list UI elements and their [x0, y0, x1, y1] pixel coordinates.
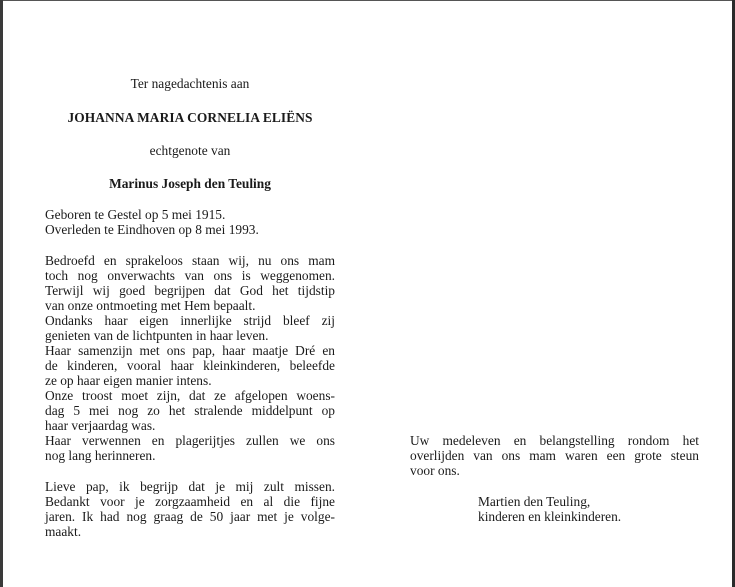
- text-line: toch nog onverwachts van ons is weggenomen.: [45, 268, 335, 283]
- card-top-edge: [0, 0, 735, 1]
- deceased-name: JOHANNA MARIA CORNELIA ELIËNS: [67, 110, 313, 125]
- text-line: Terwijl wij goed begrijpen dat God het tijdstip: [45, 283, 335, 298]
- spouse-name: Marinus Joseph den Teuling: [109, 176, 271, 191]
- intro-line: Ter nagedachtenis aan: [130, 76, 250, 91]
- text-line: dag 5 mei nog zo het stralende middelpunt op: [45, 403, 335, 418]
- text-line: Haar verwennen en plagerijtjes zullen we ons: [45, 433, 335, 448]
- spouse-intro: echtgenote van: [149, 143, 231, 158]
- signature-block: [478, 494, 698, 524]
- text-line: ze op haar eigen manier intens.: [45, 373, 212, 388]
- text-line: de kinderen, vooral haar kleinkinderen, beleefde: [45, 358, 335, 373]
- text-line: maakt.: [45, 524, 82, 539]
- card-left-edge: [0, 0, 3, 587]
- memorial-paragraph: [45, 253, 335, 463]
- text-line: voor ons.: [410, 463, 460, 478]
- text-line: Onze troost moet zijn, dat ze afgelopen woens-: [45, 388, 335, 403]
- text-line: overlijden van ons mam waren een grote steun: [410, 448, 699, 463]
- text-line: haar verjaardag was.: [45, 418, 156, 433]
- signature-name: Martien den Teuling,: [478, 494, 591, 509]
- farewell-paragraph: [45, 479, 335, 539]
- text-line: Bedroefd en sprakeloos staan wij, nu ons mam: [45, 253, 335, 268]
- text-line: Ondanks haar eigen innerlijke strijd bleef zij: [45, 313, 335, 328]
- signature-family: kinderen en kleinkinderen.: [478, 509, 622, 524]
- text-line: nog lang herinneren.: [45, 448, 156, 463]
- thanks-paragraph: [410, 433, 699, 478]
- text-line: Uw medeleven en belangstelling rondom het: [410, 433, 699, 448]
- text-line: Lieve pap, ik begrijp dat je mij zult missen.: [45, 479, 335, 494]
- birth-date: Geboren te Gestel op 5 mei 1915.: [45, 207, 226, 222]
- text-line: Haar samenzijn met ons pap, haar maatje Dré en: [45, 343, 335, 358]
- text-line: Bedankt voor je zorgzaamheid en al die fijne: [45, 494, 335, 509]
- text-line: jaren. Ik had nog graag de 50 jaar met je volge-: [45, 509, 335, 524]
- left-column: [45, 76, 335, 539]
- death-date: Overleden te Eindhoven op 8 mei 1993.: [45, 222, 259, 237]
- text-line: genieten van de lichtpunten in haar leven.: [45, 328, 269, 343]
- text-line: van onze ontmoeting met Hem bepaalt.: [45, 298, 256, 313]
- dates-block: [45, 207, 335, 237]
